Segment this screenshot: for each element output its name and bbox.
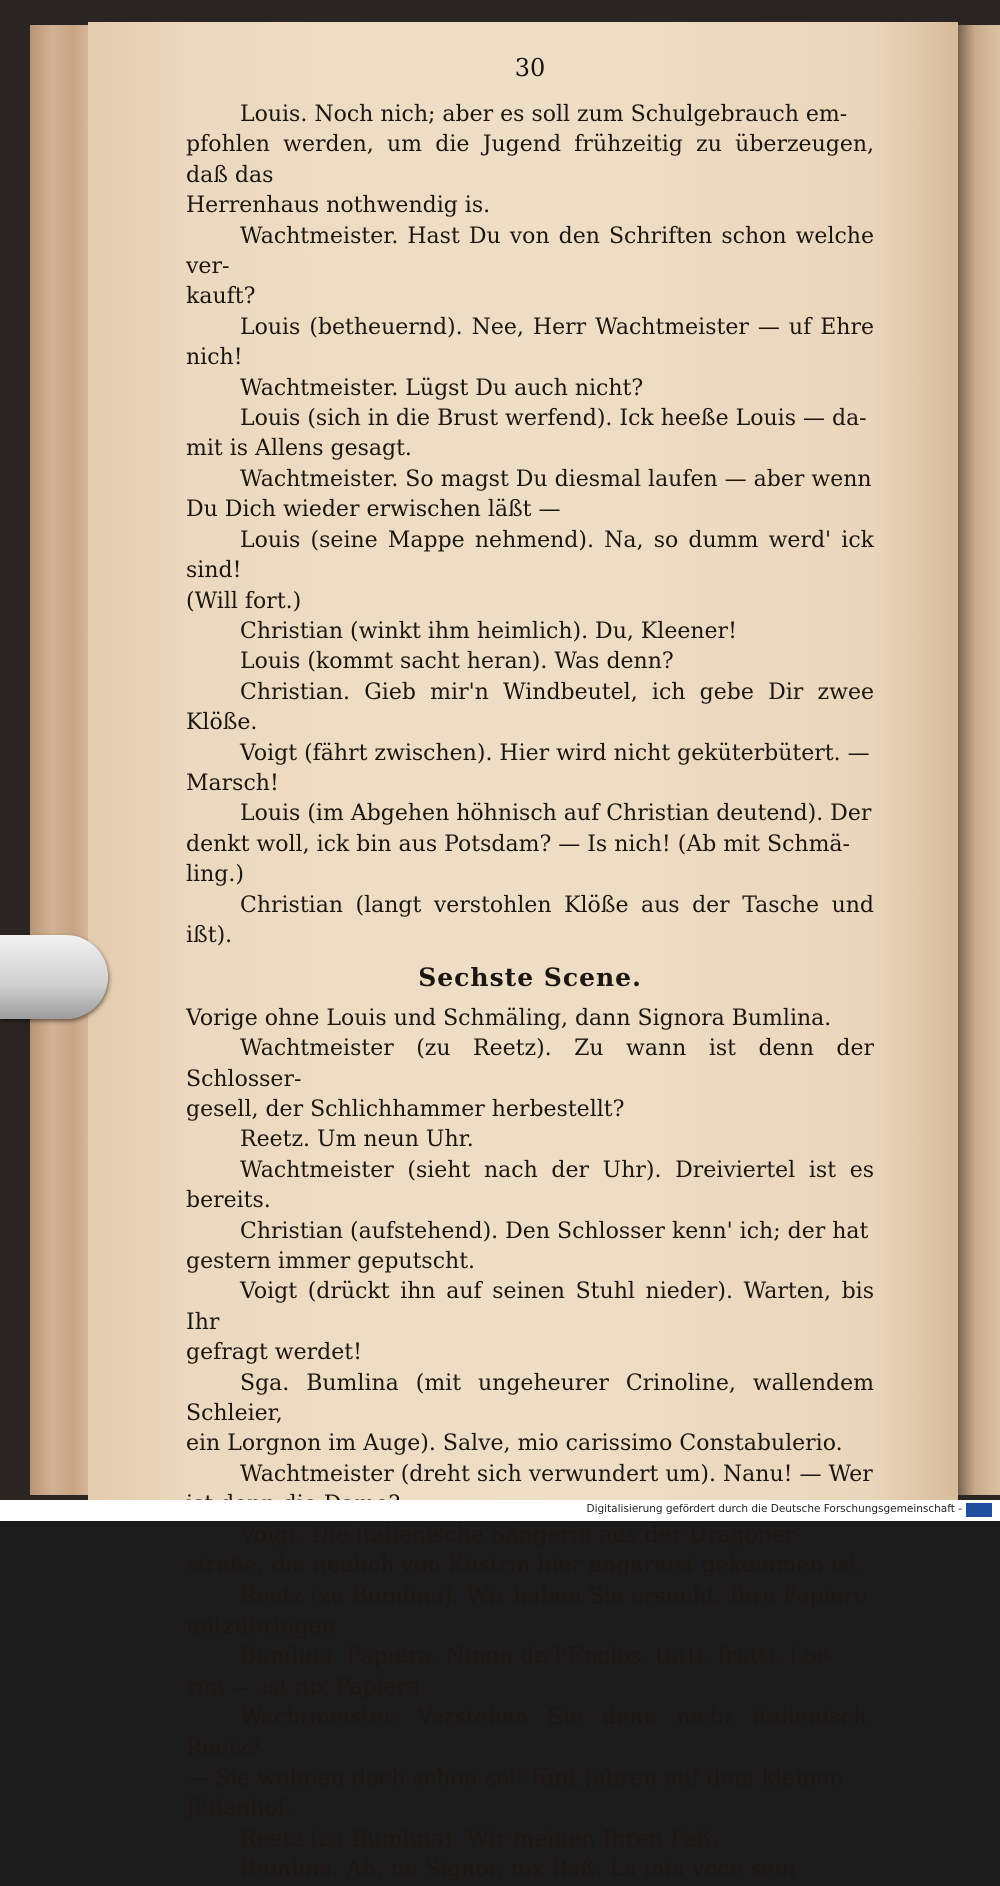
text-line: (Will fort.) bbox=[186, 588, 302, 614]
text-line: Voigt (drückt ihn auf seinen Stuhl nieder). Warten, bis Ihr bbox=[186, 1279, 874, 1335]
text-line: Sga. Bumlina (mit ungeheurer Crinoline, wallendem Schleier, bbox=[186, 1370, 874, 1427]
text-line: Christian (winkt ihm heimlich). Du, Kleener! bbox=[240, 618, 737, 644]
text-line: gestern immer geputscht. bbox=[186, 1249, 476, 1275]
text-line: Christian (aufstehend). Den Schlosser kenn' ich; der hat bbox=[240, 1218, 869, 1244]
text-line: Louis (betheuernd). Nee, Herr Wachtmeister — uf Ehre nich! bbox=[186, 314, 874, 371]
text-line: Louis (im Abgehen höhnisch auf Christian deutend). Der bbox=[240, 801, 872, 827]
text-line: Christian (langt verstohlen Klöße aus der Tasche und ißt). bbox=[186, 892, 874, 948]
text-line: Louis (kommt sacht heran). Was denn? bbox=[240, 649, 674, 675]
text-line: Herrenhaus nothwendig is. bbox=[186, 193, 491, 219]
text-line: Marsch! bbox=[186, 770, 279, 796]
text-line: ein Lorgnon im Auge). Salve, mio carissimo Constabulerio. bbox=[186, 1431, 843, 1457]
text-line: Wachtmeister. Verstehen Sie denn nicht italienisch, Reetz? bbox=[186, 1705, 874, 1761]
text-line: Bumlina. Ah, no Signor, nix Baß. La mia voce sein bbox=[240, 1857, 796, 1883]
text-line: — Sie wohnen doch schon seit fünf Jahren auf dem kleinen bbox=[186, 1765, 844, 1791]
footer-bar bbox=[0, 1500, 1000, 1521]
text-line: Christian. Gieb mir'n Windbeutel, ich gebe Dir zwee Klöße. bbox=[186, 679, 874, 736]
text-line: rini — ist nix Papiera. bbox=[186, 1674, 428, 1700]
text-line: Reetz (zu Bumlina). Wir haben Sie ersucht, Ihre Papiere bbox=[240, 1583, 868, 1609]
text-line: Jüdenhof. bbox=[186, 1796, 293, 1822]
scene-heading: Sechste Scene. bbox=[418, 963, 642, 993]
text-line: gefragt werdet! bbox=[186, 1340, 362, 1366]
page-text bbox=[186, 100, 874, 1886]
text-block-before-scene bbox=[186, 100, 874, 951]
text-line: straße, die neulich von Küstrin hier angereist gekommen ist. bbox=[186, 1553, 865, 1579]
text-line: ling.) bbox=[186, 862, 244, 888]
page-marker-tab bbox=[0, 935, 108, 1019]
text-line: Voigt. Die italienische Sängerin aus der Dragoner- bbox=[240, 1522, 803, 1548]
text-line: Wachtmeister (dreht sich verwundert um). Nanu! — Wer bbox=[240, 1461, 873, 1487]
text-line: mit is Allens gesagt. bbox=[186, 436, 412, 462]
text-line: Louis. Noch nich; aber es soll zum Schulgebrauch em- bbox=[240, 102, 848, 127]
text-line: Louis (sich in die Brust werfend). Ick heeße Louis — da- bbox=[240, 406, 867, 432]
dfg-logo bbox=[966, 1503, 992, 1517]
text-line: Wachtmeister (sieht nach der Uhr). Dreiviertel ist es bereits. bbox=[186, 1157, 874, 1214]
text-line: mitzubringen. bbox=[186, 1613, 343, 1639]
text-line: Bumlina. Papiera, Ninon de l'Enclos, tutti, frutti, Lor- bbox=[240, 1644, 835, 1670]
text-line: Wachtmeister. So magst Du diesmal laufen — aber wenn bbox=[240, 466, 872, 492]
text-line: Reetz (zu Bumlina). Wir meinen Ihren Paß. bbox=[240, 1826, 719, 1852]
page-number: 30 bbox=[514, 54, 546, 82]
text-line: Du Dich wieder erwischen läßt — bbox=[186, 497, 561, 523]
text-line: pfohlen werden, um die Jugend frühzeitig zu überzeugen, daß das bbox=[186, 132, 874, 188]
footer-credit: Digitalisierung gefördert durch die Deutsche Forschungsgemeinschaft - bbox=[586, 1503, 962, 1515]
text-line: kauft? bbox=[186, 284, 256, 310]
text-line: denkt woll, ick bin aus Potsdam? — Is nich! (Ab mit Schmä- bbox=[186, 831, 850, 857]
text-line: Reetz. Um neun Uhr. bbox=[240, 1127, 474, 1153]
book-right-edge bbox=[958, 25, 1000, 1495]
text-line: Wachtmeister. Hast Du von den Schriften schon welche ver- bbox=[186, 223, 874, 280]
text-line: Wachtmeister. Lügst Du auch nicht? bbox=[240, 375, 644, 401]
book-left-edge bbox=[30, 25, 92, 1495]
text-block-after-scene bbox=[186, 1004, 874, 1886]
text-line: gesell, der Schlichhammer herbestellt? bbox=[186, 1097, 625, 1122]
text-line: Voigt (fährt zwischen). Hier wird nicht geküterbütert. — bbox=[240, 740, 870, 766]
text-line: Vorige ohne Louis und Schmäling, dann Signora Bumlina. bbox=[186, 1005, 832, 1031]
text-line: Louis (seine Mappe nehmend). Na, so dumm werd' ick sind! bbox=[186, 527, 874, 584]
text-line: Wachtmeister (zu Reetz). Zu wann ist denn der Schlosser- bbox=[186, 1036, 874, 1092]
